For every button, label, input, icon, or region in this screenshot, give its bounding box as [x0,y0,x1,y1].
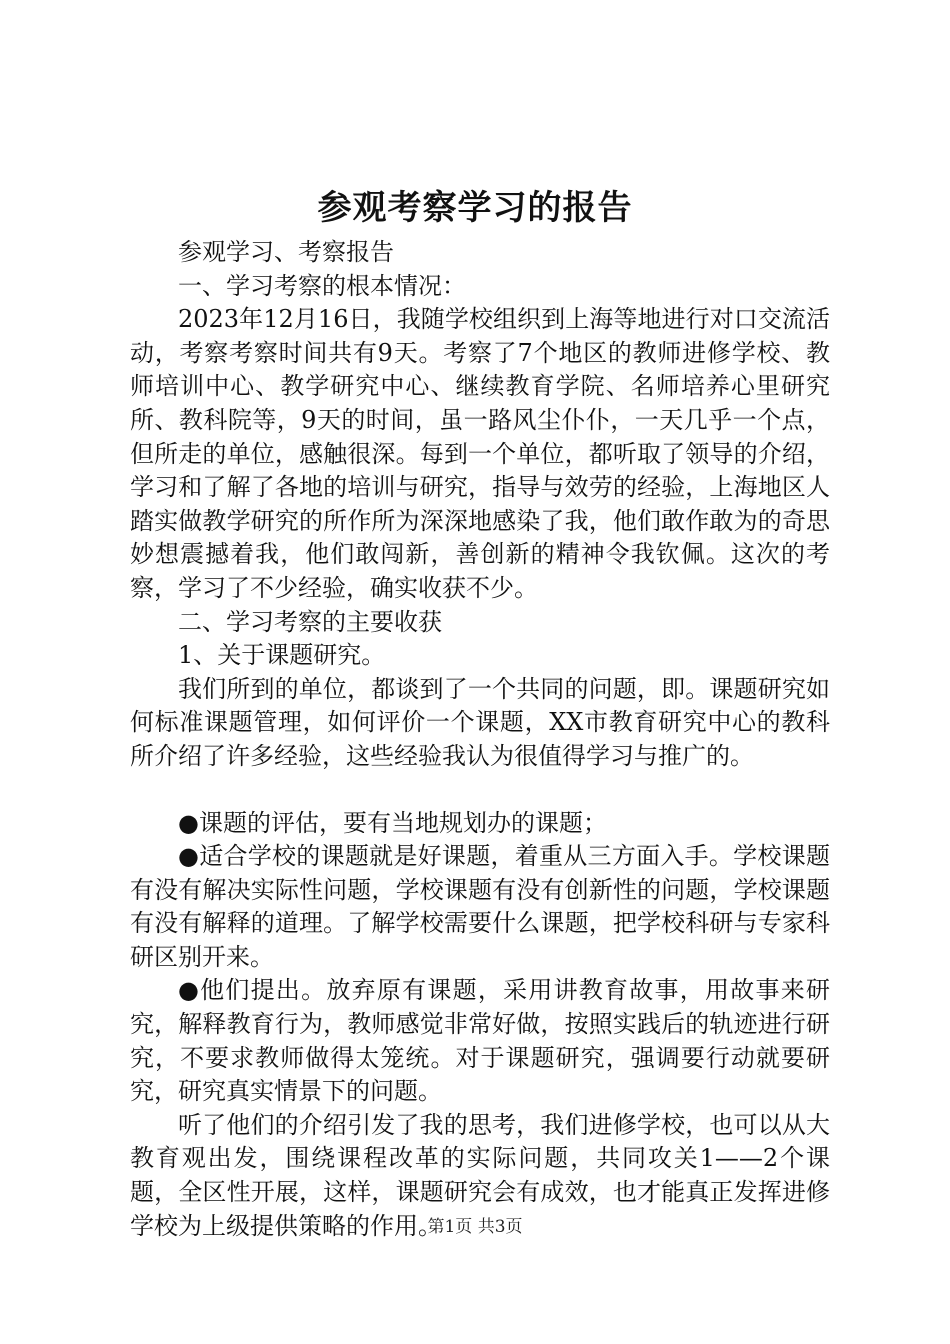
section-heading-main-gains: 二、学习考察的主要收获 [178,607,442,636]
paragraph-reflection: 听了他们的介绍引发了我的思考，我们进修学校，也可以从大教育观出发，围绕课程改革的实际问题，共同攻关1——2个课题，全区性开展，这样，课题研究会有成效，也才能真正发挥进修学校为上级提供策略的作用。 [130,1110,830,1240]
paragraph-trip-overview: 2023年12月16日，我随学校组织到上海等地进行对口交流活动，考察考察时间共有9天。考察了7个地区的教师进修学校、教师培训中心、教学研究中心、继续教育学院、名师培养心里研究所、教科院等，9天的时间，虽一路风尘仆仆，一天几乎一个点，但所走的单位，感触很深。每到一个单位，都听取了领导的介绍，学习和了解了各地的培训与研究，指导与效劳的经验，上海地区人踏实做教学研究的所作所为深深地感染了我，他们敢作敢为的奇思妙想震撼着我，他们敢闯新，善创新的精神令我钦佩。这次的考察，学习了不少经验，确实收获不少。 [130,305,830,602]
section-heading-basic-situation: 一、学习考察的根本情况： [178,271,466,300]
page-number-footer: 第1页 共3页 [427,1217,523,1237]
document-body [130,236,830,1243]
bullet-item-topic-evaluation: ●课题的评估，要有当地规划办的课题； [178,808,607,837]
document-title: 参观考察学习的报告 [317,188,633,228]
subheading-research-topics: 1、关于课题研究。 [178,641,386,670]
bullet-item-suitable-topics: ●适合学校的课题就是好课题，着重从三方面入手。学校课题有没有解决实际性问题，学校课题有没有创新性的问题，学校课题有没有解释的道理。了解学校需要什么课题，把学校科研与专家科研区别开来。 [130,842,830,971]
paragraph-subtitle: 参观学习、考察报告 [178,238,394,266]
bullet-item-education-stories: ●他们提出。放弃原有课题，采用讲教育故事，用故事来研究，解释教育行为，教师感觉非常好做，按照实践后的轨迹进行研究，不要求教师做得太笼统。对于课题研究，强调要行动就要研究，研究真实情景下的问题。 [130,976,830,1106]
paragraph-common-issue: 我们所到的单位，都谈到了一个共同的问题，即。课题研究如何标准课题管理，如何评价一个课题，XX市教育研究中心的教科所介绍了许多经验，这些经验我认为很值得学习与推广的。 [130,674,830,770]
